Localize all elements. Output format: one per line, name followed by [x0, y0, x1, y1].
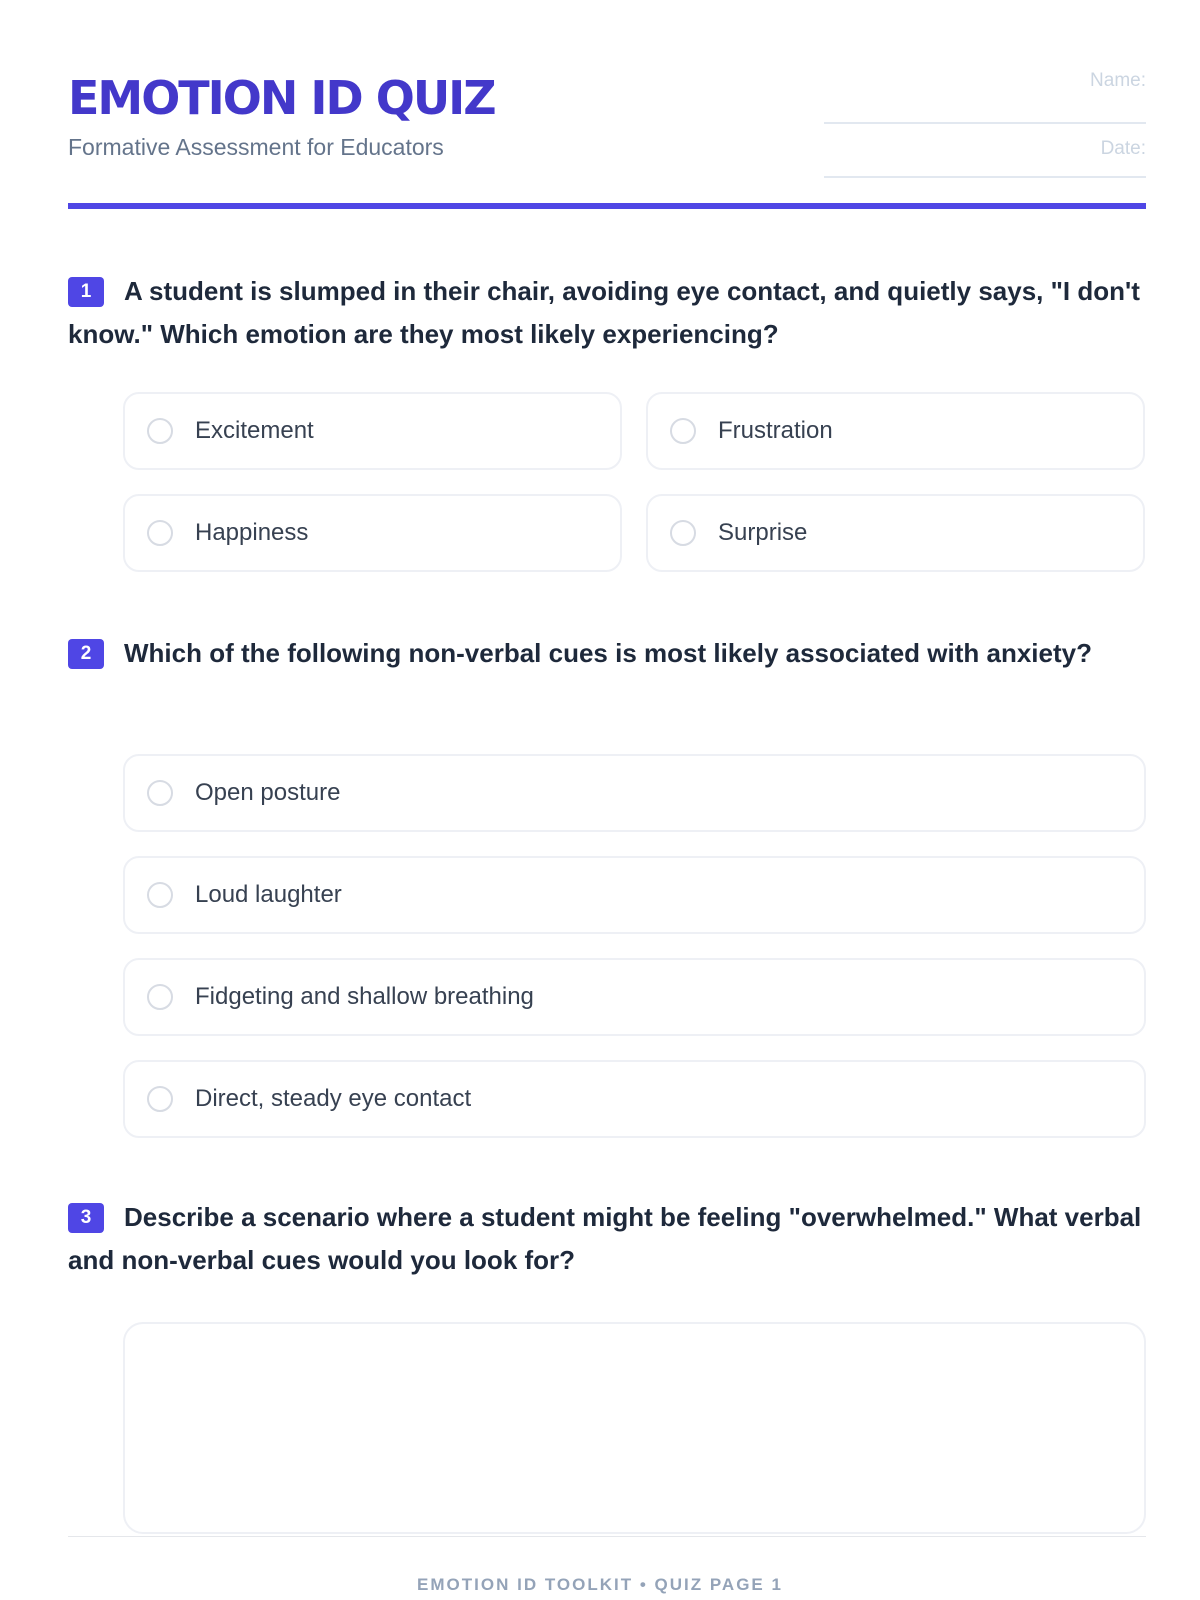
option-label: Excitement — [195, 417, 314, 444]
radio-button[interactable] — [670, 520, 696, 546]
question-1-prompt: A student is slumped in their chair, avoiding eye contact, and quietly says, "I don't know." Which emotion are they most likely experiencing? — [68, 276, 1140, 349]
date-field[interactable] — [824, 124, 1146, 178]
question-2-text — [68, 632, 1146, 675]
page-subtitle: Formative Assessment for Educators — [68, 134, 444, 160]
option-label: Loud laughter — [195, 881, 342, 908]
question-3-prompt: Describe a scenario where a student might be feeling "overwhelmed." What verbal and non-verbal cues would you look for? — [68, 1202, 1142, 1275]
radio-button[interactable] — [147, 520, 173, 546]
question-1 — [68, 270, 1146, 546]
radio-button[interactable] — [147, 1086, 173, 1112]
radio-button[interactable] — [670, 418, 696, 444]
question-2 — [68, 632, 1146, 1112]
student-info — [824, 70, 1146, 178]
question-number-badge: 2 — [68, 639, 104, 669]
answer-option[interactable] — [123, 392, 622, 470]
answer-textarea[interactable] — [123, 1322, 1146, 1534]
question-3-text — [68, 1196, 1146, 1282]
name-label: Name: — [1090, 70, 1146, 91]
answer-option[interactable] — [646, 392, 1145, 470]
question-1-options — [123, 392, 1145, 572]
option-label: Happiness — [195, 519, 309, 546]
answer-option[interactable] — [123, 754, 1146, 832]
option-label: Frustration — [718, 417, 833, 444]
question-3 — [68, 1196, 1146, 1282]
option-label: Surprise — [718, 519, 808, 546]
question-number-badge: 1 — [68, 277, 104, 307]
answer-option[interactable] — [646, 494, 1145, 572]
name-field[interactable] — [824, 70, 1146, 124]
question-2-options — [123, 754, 1146, 1138]
radio-button[interactable] — [147, 780, 173, 806]
question-2-prompt: Which of the following non-verbal cues is most likely associated with anxiety? — [124, 638, 1092, 668]
answer-option[interactable] — [123, 494, 622, 572]
option-label: Direct, steady eye contact — [195, 1085, 472, 1112]
page-title: EMOTION ID QUIZ — [68, 71, 495, 125]
answer-option[interactable] — [123, 856, 1146, 934]
date-label: Date: — [1100, 138, 1146, 159]
header-divider — [68, 203, 1146, 209]
answer-option[interactable] — [123, 958, 1146, 1036]
page-footer: EMOTION ID TOOLKIT • QUIZ PAGE 1 — [417, 1575, 783, 1594]
option-label: Fidgeting and shallow breathing — [195, 983, 534, 1010]
radio-button[interactable] — [147, 882, 173, 908]
answer-option[interactable] — [123, 1060, 1146, 1138]
quiz-header — [68, 70, 1146, 210]
question-1-text — [68, 270, 1146, 356]
option-label: Open posture — [195, 779, 341, 806]
question-number-badge: 3 — [68, 1203, 104, 1233]
radio-button[interactable] — [147, 984, 173, 1010]
radio-button[interactable] — [147, 418, 173, 444]
footer-divider — [68, 1536, 1146, 1537]
